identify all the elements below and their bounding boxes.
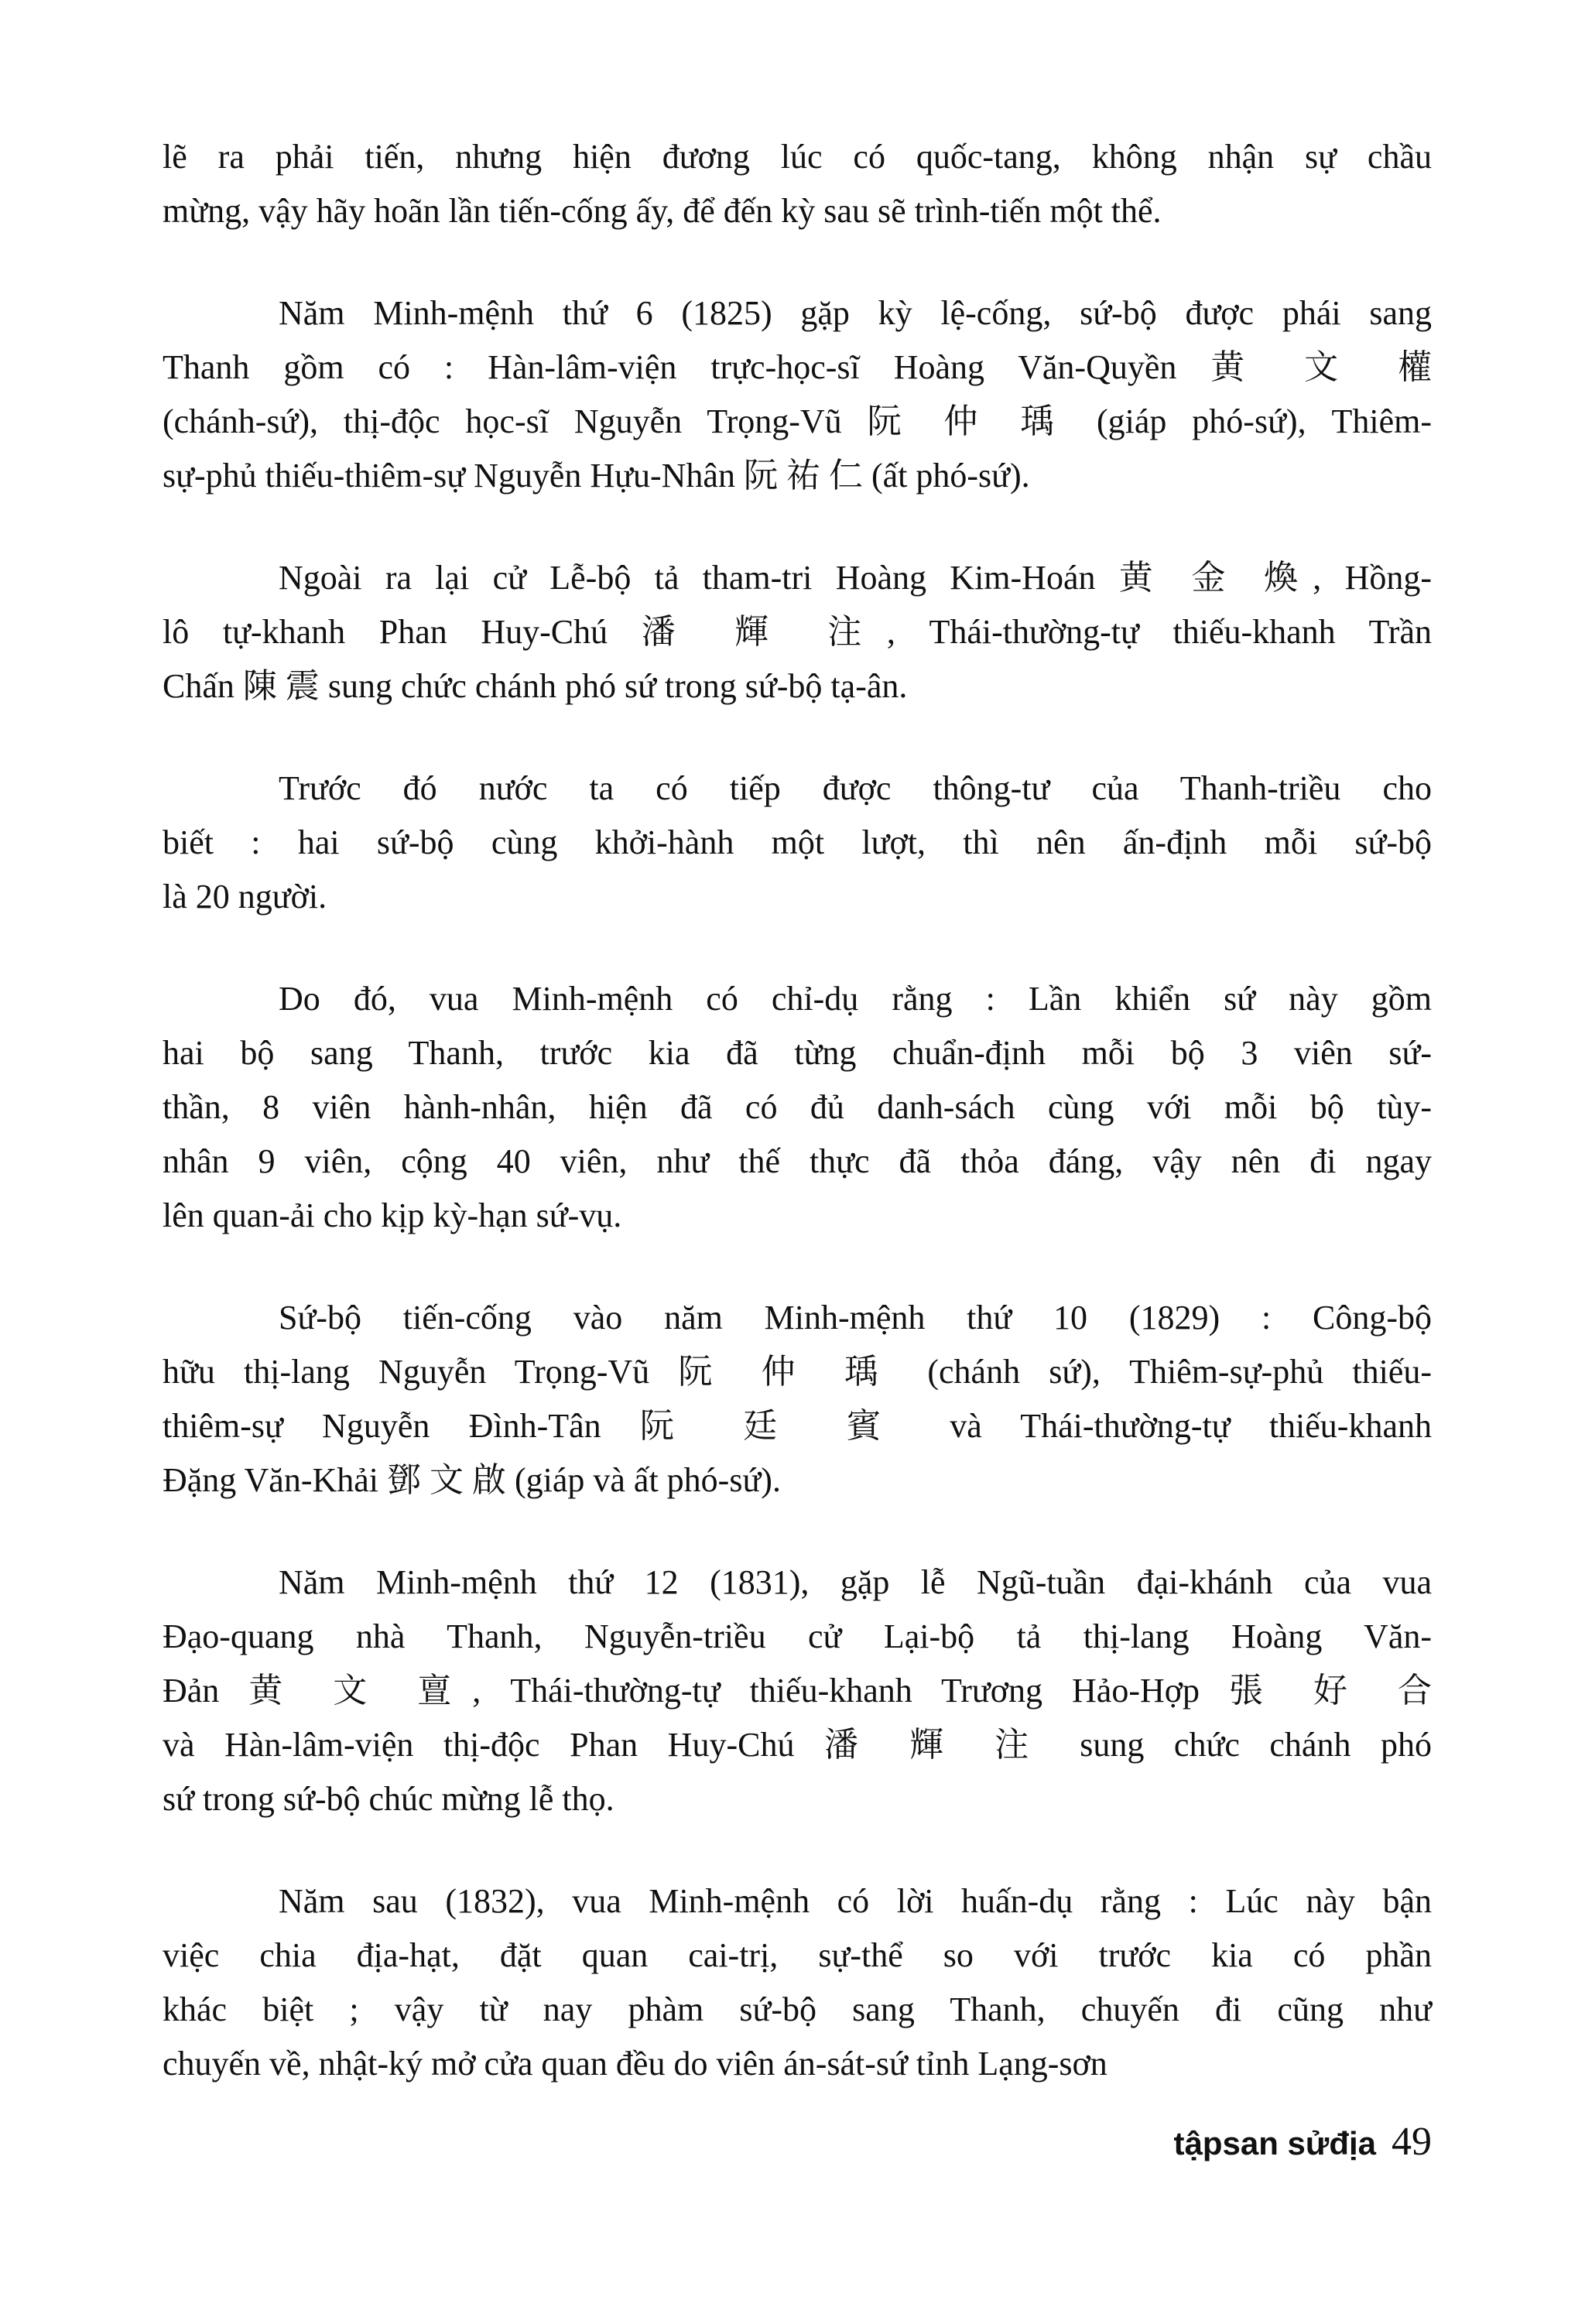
paragraph: [163, 1556, 1432, 1826]
text-line: sứ trong sứ-bộ chúc mừng lễ thọ.: [163, 1780, 614, 1818]
text-line: biết : hai sứ-bộ cùng khởi-hành một lượt, thì nên ấn-định mỗi sứ-bộ: [163, 823, 1432, 861]
paragraph: [163, 551, 1432, 714]
text-line: và Hàn-lâm-viện thị-độc Phan Huy-Chú 潘 輝 注 sung chức chánh phó: [163, 1726, 1432, 1764]
text-line: thiêm-sự Nguyễn Đình-Tân 阮 廷 賓 và Thái-thường-tự thiếu-khanh: [163, 1407, 1432, 1445]
paragraph: [163, 1874, 1432, 2091]
text-line: hai bộ sang Thanh, trước kia đã từng chuẩn-định mỗi bộ 3 viên sứ-: [163, 1034, 1432, 1072]
text-line: Thanh gồm có : Hàn-lâm-viện trực-học-sĩ Hoàng Văn-Quyền 黄 文 權: [163, 348, 1432, 386]
text-line: Năm Minh-mệnh thứ 6 (1825) gặp kỳ lệ-cống, sứ-bộ được phái sang: [279, 294, 1432, 332]
text-line: là 20 người.: [163, 878, 327, 916]
paragraph: [163, 972, 1432, 1243]
page-footer: [1076, 2119, 1432, 2165]
text-line: sự-phủ thiếu-thiêm-sự Nguyễn Hựu-Nhân 阮 祐 仁 (ất phó-sứ).: [163, 457, 1030, 495]
paragraph: [163, 130, 1432, 238]
text-line: Đạo-quang nhà Thanh, Nguyễn-triều cử Lại-bộ tả thị-lang Hoàng Văn-: [163, 1617, 1432, 1655]
page-number: 49: [1392, 2120, 1432, 2164]
text-line: Năm sau (1832), vua Minh-mệnh có lời huấn-dụ rằng : Lúc này bận: [279, 1882, 1432, 1920]
text-line: lên quan-ải cho kịp kỳ-hạn sứ-vụ.: [163, 1196, 622, 1234]
text-line: Năm Minh-mệnh thứ 12 (1831), gặp lễ Ngũ-tuần đại-khánh của vua: [279, 1563, 1432, 1601]
text-line: Ngoài ra lại cử Lễ-bộ tả tham-tri Hoàng Kim-Hoán 黄 金 煥, Hồng-: [279, 559, 1432, 597]
paragraph: [163, 286, 1432, 503]
text-line: Do đó, vua Minh-mệnh có chỉ-dụ rằng : Lần khiển sứ này gồm: [279, 980, 1432, 1018]
text-line: việc chia địa-hạt, đặt quan cai-trị, sự-thể so với trước kia có phần: [163, 1936, 1432, 1974]
text-column: [163, 130, 1432, 2091]
journal-title: tậpsan sửđịa: [1173, 2125, 1376, 2161]
page-body: [163, 130, 1432, 2139]
text-line: (chánh-sứ), thị-độc học-sĩ Nguyễn Trọng-Vũ 阮 仲 瑀 (giáp phó-sứ), Thiêm-: [163, 402, 1432, 440]
text-line: nhân 9 viên, cộng 40 viên, như thế thực đã thỏa đáng, vậy nên đi ngay: [163, 1142, 1432, 1180]
text-line: lô tự-khanh Phan Huy-Chú 潘 輝 注, Thái-thường-tự thiếu-khanh Trần: [163, 613, 1432, 651]
text-line: hữu thị-lang Nguyễn Trọng-Vũ 阮 仲 瑀 (chánh sứ), Thiêm-sự-phủ thiếu-: [163, 1353, 1432, 1391]
text-line: Chấn 陳 震 sung chức chánh phó sứ trong sứ-bộ tạ-ân.: [163, 667, 908, 705]
paragraph: [163, 762, 1432, 924]
text-line: Sứ-bộ tiến-cống vào năm Minh-mệnh thứ 10 (1829) : Công-bộ: [279, 1299, 1432, 1337]
text-line: chuyến về, nhật-ký mở cửa quan đều do viên án-sát-sứ tỉnh Lạng-sơn: [163, 2045, 1107, 2083]
text-line: Đặng Văn-Khải 鄧 文 啟 (giáp và ất phó-sứ).: [163, 1461, 781, 1499]
text-line: Đản 黄 文 亶, Thái-thường-tự thiếu-khanh Trương Hảo-Hợp 張 好 合: [163, 1672, 1432, 1710]
paragraph: [163, 1291, 1432, 1508]
text-line: lẽ ra phải tiến, nhưng hiện đương lúc có quốc-tang, không nhận sự chầu: [163, 138, 1432, 176]
text-line: khác biệt ; vậy từ nay phàm sứ-bộ sang Thanh, chuyến đi cũng như: [163, 1990, 1432, 2028]
text-line: thần, 8 viên hành-nhân, hiện đã có đủ danh-sách cùng với mỗi bộ tùy-: [163, 1088, 1432, 1126]
text-line: Trước đó nước ta có tiếp được thông-tư của Thanh-triều cho: [279, 769, 1432, 807]
text-line: mừng, vậy hãy hoãn lần tiến-cống ấy, để đến kỳ sau sẽ trình-tiến một thể.: [163, 192, 1162, 230]
